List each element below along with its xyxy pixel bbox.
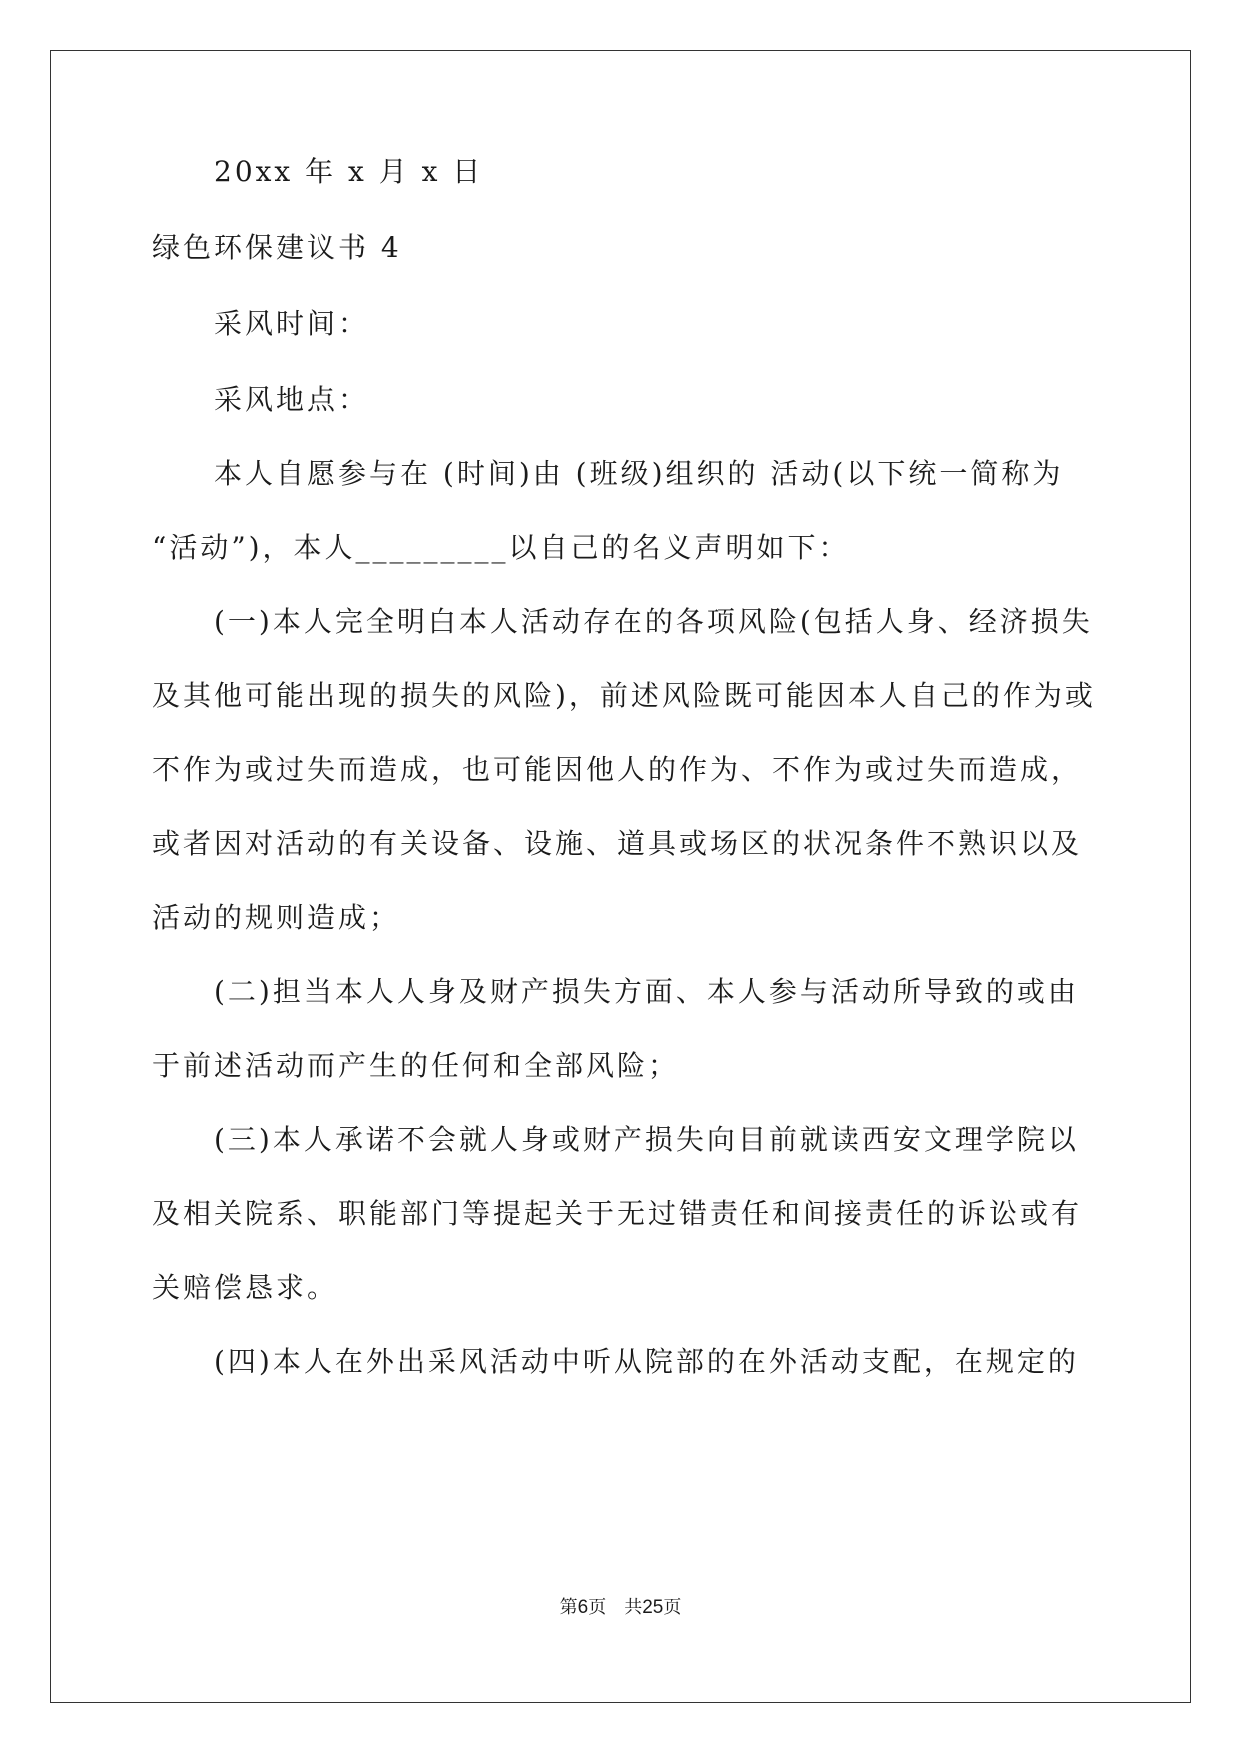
paragraph-line: 于前述活动而产生的任何和全部风险； (152, 1049, 680, 1082)
paragraph-line: (四)本人在外出采风活动中听从院部的在外活动支配，在规定的 (214, 1345, 1079, 1378)
paragraph-line: (一)本人完全明白本人活动存在的各项风险(包括人身、经济损失 (214, 605, 1093, 638)
page-border (50, 50, 1191, 1703)
paragraph-line: 关赔偿恳求。 (152, 1271, 339, 1304)
collection-place-label: 采风地点： (214, 383, 370, 416)
total-pages-number: 25 (642, 1597, 664, 1618)
paragraph-line: 或者因对活动的有关设备、设施、道具或场区的状况条件不熟识以及 (152, 827, 1083, 860)
paragraph-line: 及相关院系、职能部门等提起关于无过错责任和间接责任的诉讼或有 (152, 1197, 1083, 1230)
paragraph-line: (三)本人承诺不会就人身或财产损失向目前就读西安文理学院以 (214, 1123, 1079, 1156)
page-footer (0, 1596, 1241, 1620)
paragraph-line: 活动的规则造成； (152, 901, 401, 934)
paragraph-line: (二)担当本人人身及财产损失方面、本人参与活动所导致的或由 (214, 975, 1079, 1008)
total-prefix: 共 (624, 1597, 643, 1618)
paragraph-line: 不作为或过失而造成，也可能因他人的作为、不作为或过失而造成， (152, 753, 1083, 786)
paragraph-line: 本人自愿参与在 (时间)由 (班级)组织的 活动(以下统一简称为 (214, 457, 1064, 490)
page-mid: 页 (588, 1597, 607, 1618)
date-line: 20xx 年 x 月 x 日 (214, 155, 484, 188)
collection-time-label: 采风时间： (214, 307, 370, 340)
page-prefix: 第 (559, 1597, 578, 1618)
section-title: 绿色环保建议书 4 (152, 231, 402, 264)
paragraph-line: “活动”)，本人_________以自己的名义声明如下： (152, 531, 850, 564)
total-suffix: 页 (663, 1597, 682, 1618)
current-page-number: 6 (577, 1597, 589, 1618)
paragraph-line: 及其他可能出现的损失的风险)，前述风险既可能因本人自己的作为或 (152, 679, 1096, 712)
